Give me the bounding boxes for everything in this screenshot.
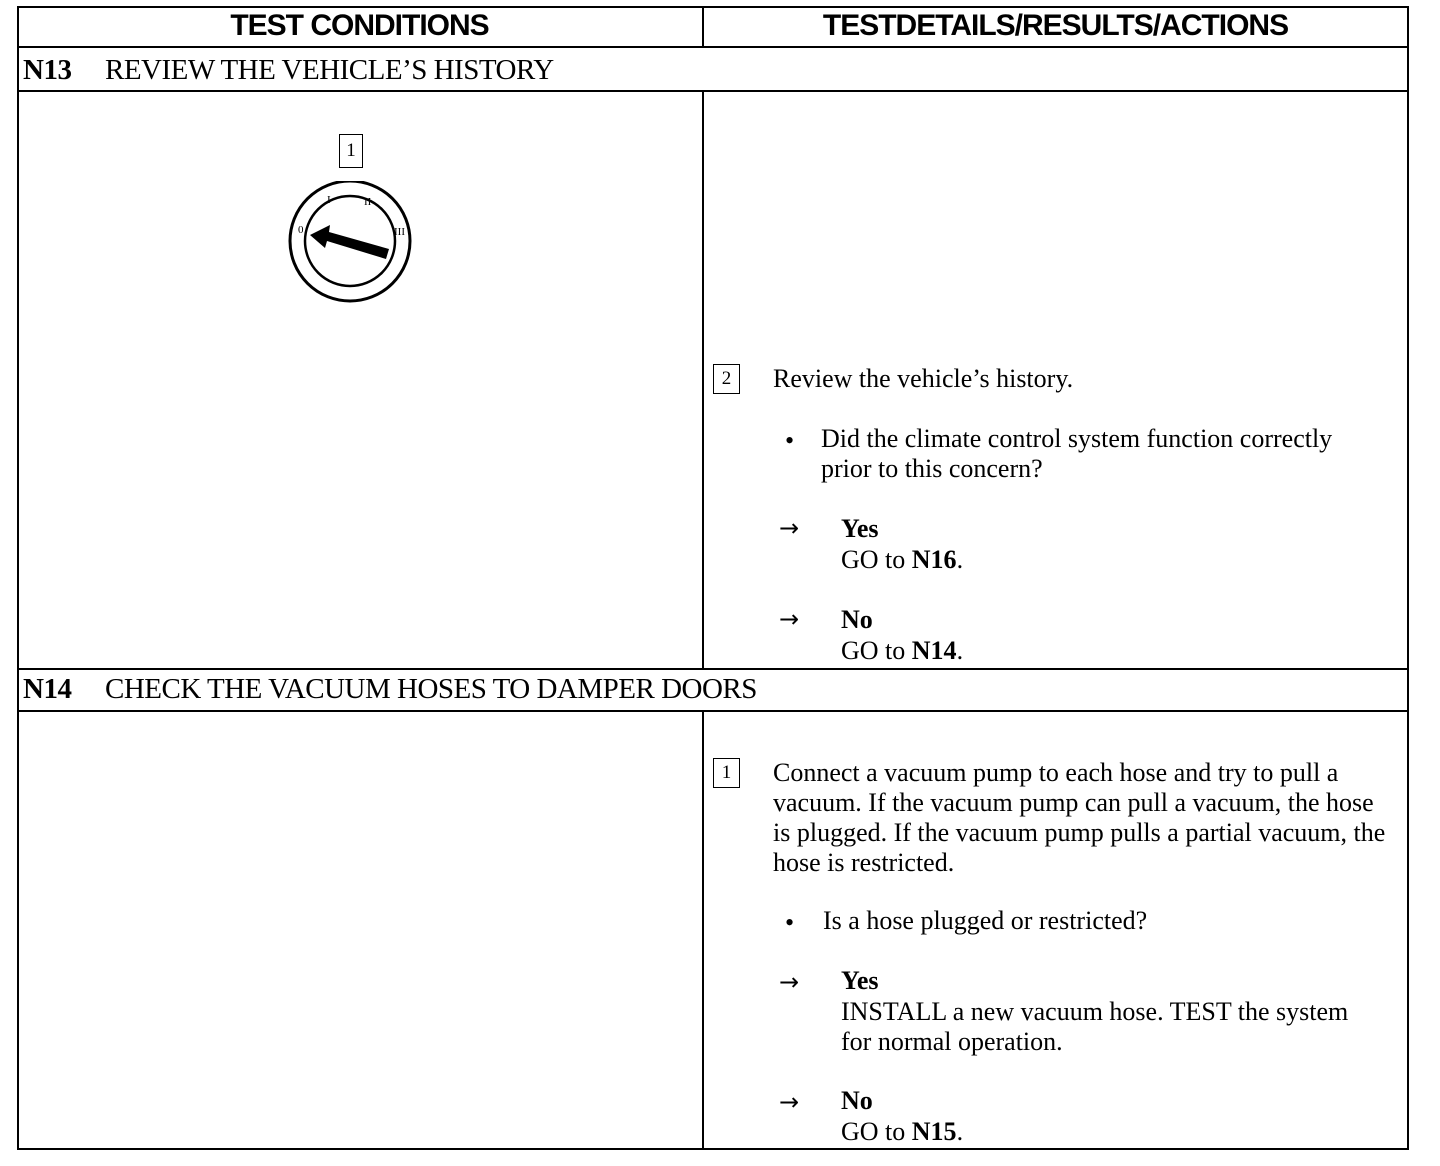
ignition-switch-icon [282,181,422,311]
table-border-bottom [17,1148,1409,1150]
n14-bullet: • [785,908,795,937]
n14-no-action [841,1117,963,1147]
ignition-position-1: I [327,194,331,206]
ignition-position-3: III [394,226,405,238]
n13-no-action-prefix: GO to [841,636,912,665]
n14-no-action-suffix: . [956,1117,964,1146]
n13-bullet: • [785,426,795,455]
n13-yes-arrow-icon: → [779,514,800,542]
n14-yes-action: INSTALL a new vacuum hose. TEST the system for normal operation. [841,997,1349,1056]
ignition-position-2: II [364,196,372,208]
n14-title-divider [17,710,1409,712]
n13-figure-step-box [339,134,363,168]
n13-section-title [23,54,554,87]
n13-step-number: 2 [721,368,732,389]
n13-title-divider [17,90,1409,92]
n13-no-arrow-icon: → [779,605,800,633]
n13-figure-step-label: 1 [346,140,356,161]
n13-question: Did the climate control system function correctly prior to this concern? [821,424,1333,483]
n14-no-action-target: N15 [911,1117,957,1146]
ignition-position-0: 0 [298,224,304,236]
n13-no-action-suffix: . [956,636,964,665]
n14-no-action-prefix: GO to [841,1117,912,1146]
n13-no-action [841,636,963,666]
n14-title-text: CHECK THE VACUUM HOSES TO DAMPER DOORS [105,673,757,705]
n13-yes-label: Yes [841,514,879,543]
n14-step-number: 1 [721,762,732,783]
n13-yes-action-suffix: . [956,545,964,574]
n14-instruction: Connect a vacuum pump to each hose and try to pull a vacuum. If the vacuum pump can pull a vacuum, the hose is plugged. If the vacuum pump pulls a partial vacuum, the hose is restricted. [773,758,1386,877]
n14-yes-label: Yes [841,966,879,995]
header-test-details: TESTDETAILS/RESULTS/ACTIONS [822,9,1289,42]
table-border-left [17,6,19,1150]
header-divider [17,46,1409,48]
header-test-conditions: TEST CONDITIONS [230,9,489,42]
n13-yes-action-target: N16 [911,545,957,574]
n13-yes-action-prefix: GO to [841,545,912,574]
n13-title-text: REVIEW THE VEHICLE’S HISTORY [105,54,554,86]
n14-section-title [23,673,757,706]
n14-step-box [713,758,740,788]
n14-number: N14 [23,673,72,705]
n13-column-divider [702,90,704,670]
n14-no-label: No [841,1086,873,1115]
n14-column-divider [702,710,704,1150]
n13-yes-action [841,545,963,575]
n13-no-label: No [841,605,873,634]
n14-yes-arrow-icon: → [779,968,800,996]
diagnostic-table [17,6,1409,1150]
n14-no-arrow-icon: → [779,1088,800,1116]
n13-number: N13 [23,54,72,86]
n14-top-divider [17,668,1409,670]
table-border-right [1407,6,1409,1150]
n13-no-action-target: N14 [911,636,957,665]
n13-instruction: Review the vehicle’s history. [773,364,1074,393]
ignition-key-arrow [310,225,389,259]
n14-question: Is a hose plugged or restricted? [823,906,1148,935]
n13-step-box [713,364,740,394]
